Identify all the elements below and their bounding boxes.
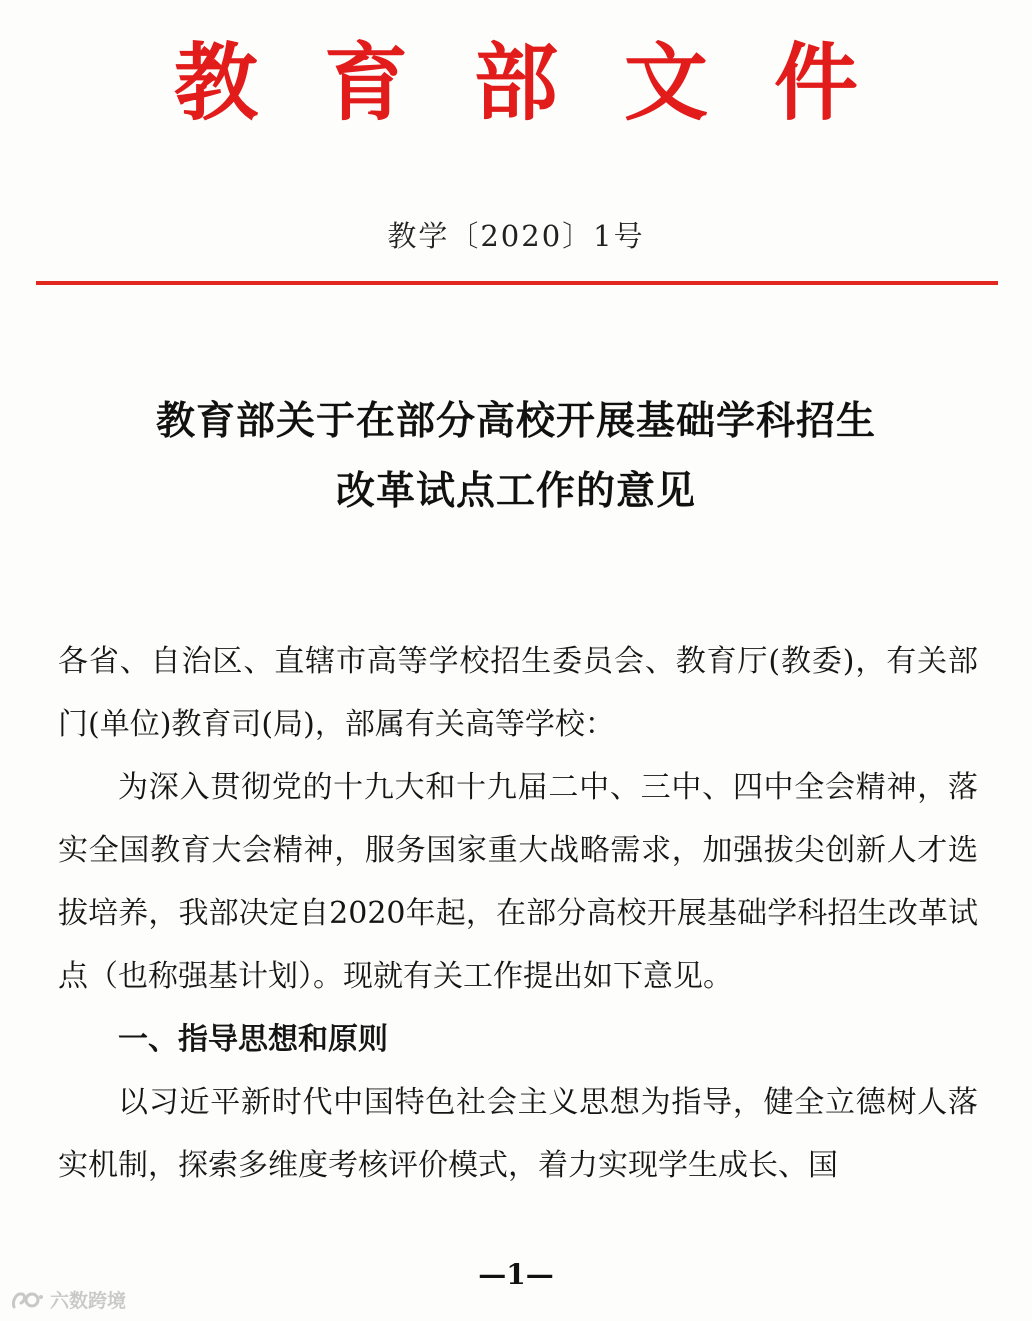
brand-logo-icon bbox=[10, 1289, 44, 1311]
red-divider bbox=[36, 281, 998, 285]
intro-paragraph: 为深入贯彻党的十九大和十九届二中、三中、四中全会精神，落实全国教育大会精神，服务国家重大战略需求，加强拔尖创新人才选拔培养，我部决定自2020年起，在部分高校开展基础学科招生改革试点（也称强基计划）。现就有关工作提出如下意见。 bbox=[58, 770, 978, 994]
masthead: 教育部文件 bbox=[173, 34, 924, 132]
document-title bbox=[0, 386, 1032, 526]
principles-paragraph: 以习近平新时代中国特色社会主义思想为指导，健全立德树人落实机制，探索多维度考核评价模式，着力实现学生成长、国 bbox=[58, 1085, 978, 1183]
title-line-1: 教育部关于在部分高校开展基础学科招生 bbox=[155, 398, 876, 444]
section-heading: 一、指导思想和原则 bbox=[118, 1022, 388, 1057]
addressee-paragraph: 各省、自治区、直辖市高等学校招生委员会、教育厅(教委)，有关部门(单位)教育司(局)，部属有关高等学校： bbox=[58, 644, 978, 742]
document-body bbox=[58, 630, 978, 1197]
document-number: 教学〔2020〕1号 bbox=[387, 219, 645, 253]
page-number: —1— bbox=[478, 1258, 554, 1291]
watermark bbox=[10, 1286, 126, 1313]
watermark-text: 六数跨境 bbox=[50, 1290, 127, 1312]
title-line-2: 改革试点工作的意见 bbox=[335, 468, 696, 514]
